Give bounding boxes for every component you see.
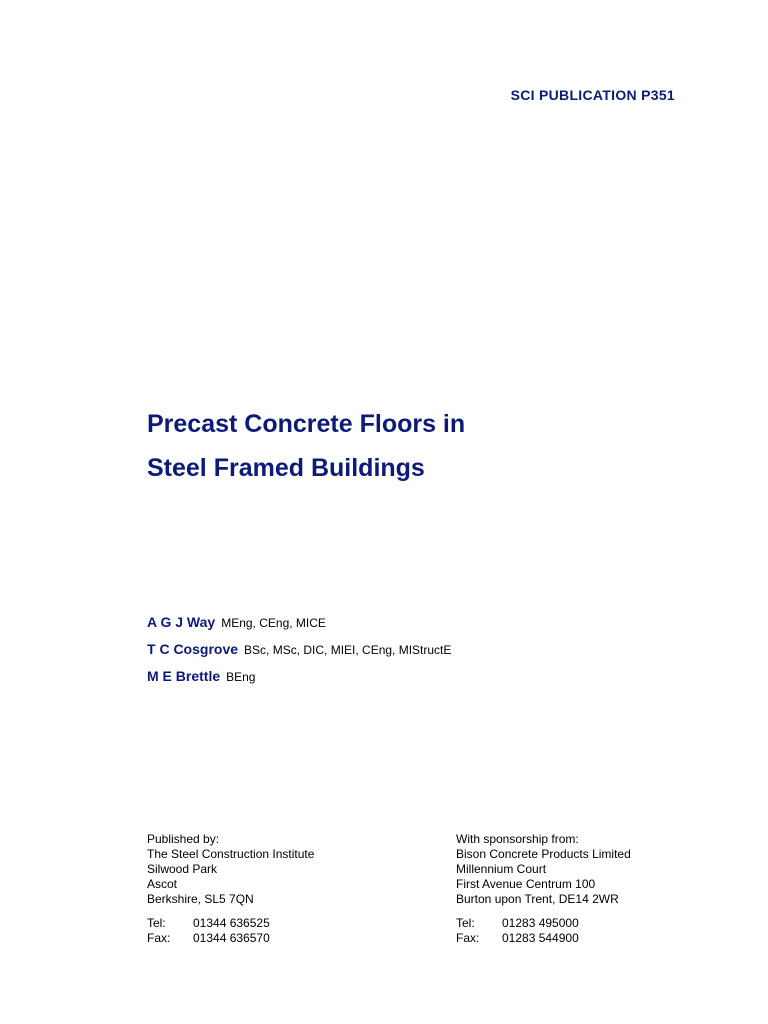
author-list xyxy=(147,614,451,695)
fax-number: 01344 636570 xyxy=(193,931,270,945)
tel-label: Tel: xyxy=(147,916,166,930)
author-entry xyxy=(147,614,451,641)
fax-number: 01283 544900 xyxy=(502,931,579,945)
author-name: M E Brettle xyxy=(147,668,221,684)
publication-code: SCI PUBLICATION P351 xyxy=(510,87,675,103)
document-title xyxy=(147,402,465,490)
sponsor-address-line: Bison Concrete Products Limited xyxy=(456,847,631,861)
publisher-address-line: Silwood Park xyxy=(147,862,218,876)
author-entry xyxy=(147,641,451,668)
author-entry xyxy=(147,668,451,695)
publisher-address-line: Ascot xyxy=(147,877,178,891)
sponsor-address-line: Burton upon Trent, DE14 2WR xyxy=(456,892,619,906)
fax-label: Fax: xyxy=(147,931,171,945)
author-qualifications: MEng, CEng, MICE xyxy=(221,616,326,630)
publisher-address-line: Berkshire, SL5 7QN xyxy=(147,892,254,906)
sponsor-tel xyxy=(456,916,631,931)
spacer xyxy=(147,907,314,916)
title-line-1: Precast Concrete Floors in xyxy=(147,410,466,438)
author-qualifications: BEng xyxy=(226,670,256,684)
sponsor-address-line: First Avenue Centrum 100 xyxy=(456,877,596,891)
publisher-tel xyxy=(147,916,314,931)
author-qualifications: BSc, MSc, DIC, MIEI, CEng, MIStructE xyxy=(244,643,452,657)
author-name: A G J Way xyxy=(147,614,216,630)
publisher-address-line: The Steel Construction Institute xyxy=(147,847,315,861)
tel-number: 01344 636525 xyxy=(193,916,270,930)
spacer xyxy=(456,907,631,916)
tel-label: Tel: xyxy=(456,916,475,930)
title-line-2: Steel Framed Buildings xyxy=(147,454,425,482)
sponsor-address-line: Millennium Court xyxy=(456,862,547,876)
sponsor-heading: With sponsorship from: xyxy=(456,832,579,846)
tel-number: 01283 495000 xyxy=(502,916,579,930)
fax-label: Fax: xyxy=(456,931,480,945)
author-name: T C Cosgrove xyxy=(147,641,239,657)
sponsor-fax xyxy=(456,931,631,946)
publisher-fax xyxy=(147,931,314,946)
publisher-block xyxy=(147,832,314,946)
sponsor-block xyxy=(456,832,631,946)
publisher-heading: Published by: xyxy=(147,832,220,846)
